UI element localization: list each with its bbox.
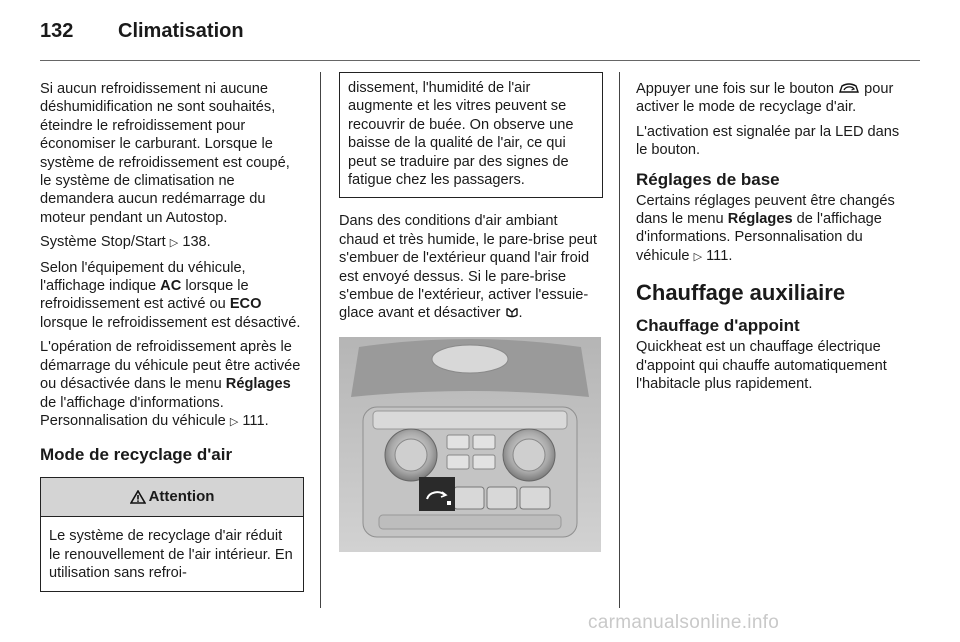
warning-triangle-icon <box>130 490 146 504</box>
text-run: de l'affichage d'informations. Personnalisation du véhicule <box>40 394 226 429</box>
triangle-right-icon: ▷ <box>229 415 239 428</box>
fan-icon <box>505 306 519 319</box>
text-run: . <box>518 305 523 322</box>
recirculation-button-highlight <box>419 477 455 511</box>
triangle-right-icon: ▷ <box>169 237 179 250</box>
eco-label: ECO <box>229 296 262 313</box>
menu-name: Réglages <box>225 376 291 393</box>
watermark: carmanualsonline.info <box>588 612 780 633</box>
attention-text: Le système de recyclage d'air réduit le renouvellement de l'air intérieur. En utilisation sans refroi- <box>49 528 293 582</box>
triangle-right-icon: ▷ <box>693 250 703 263</box>
ac-label: AC <box>160 278 182 295</box>
text-run: L'opération de refroidissement après le démarrage du véhicule peut être activée ou désactivée dans le menu <box>40 339 301 393</box>
paragraph-led: L'activation est signalée par la LED dans le bouton. <box>636 123 900 159</box>
column-3 <box>636 80 902 399</box>
text-run: lorsque le refroidissement est activé ou <box>40 278 249 313</box>
column-divider <box>320 72 321 608</box>
ref-page[interactable]: 111. <box>242 412 269 429</box>
text-run: pour activer le mode de recyclage d'air. <box>636 81 894 116</box>
page-title: Climatisation <box>118 20 244 42</box>
heading-quickheat: Chauffage d'appoint <box>636 316 800 336</box>
text-run: lorsque le refroidissement est désactivé. <box>40 314 301 331</box>
column-divider <box>619 72 620 608</box>
paragraph-windscreen-fog <box>339 212 601 322</box>
attention-header <box>41 478 303 517</box>
menu-name: Réglages <box>727 211 793 228</box>
paragraph-settings-menu <box>636 192 902 267</box>
column-2 <box>339 72 601 552</box>
heading-basic-settings: Réglages de base <box>636 169 780 189</box>
text-run: de l'affichage d'informations. Personnalisation du véhicule <box>636 211 882 264</box>
page-number: 132 <box>40 20 74 42</box>
ref-text: Système Stop/Start <box>40 234 166 251</box>
climate-control-panel-photo <box>339 337 601 552</box>
paragraph-quickheat: Quickheat est un chauffage électrique d'appoint qui chauffe automatiquement l'habitacle plus rapidement. <box>636 339 887 393</box>
paragraph-autostop: Si aucun refroidissement ni aucune déshumidification ne sont souhaités, éteindre le refroidissement pour économiser le carburant. Lorsque le système de refroidissement est coupé, le système de climatisation ne demandera aucun redémarrage du moteur pendant un Autostop. <box>40 81 290 226</box>
paragraph-cooling-menu <box>40 338 302 431</box>
air-recirculation-icon <box>838 81 860 95</box>
text-run: Selon l'équipement du véhicule, l'affichage indique <box>40 259 246 295</box>
column-1 <box>40 80 302 592</box>
attention-title: Attention <box>148 488 215 506</box>
attention-box <box>40 477 304 591</box>
ref-page[interactable]: 138. <box>182 234 211 251</box>
paragraph-display-ac-eco <box>40 259 302 333</box>
heading-recirculation-mode: Mode de recyclage d'air <box>40 445 233 465</box>
attention-box-continued <box>339 72 603 198</box>
attention-text-continued: dissement, l'humidité de l'air augmente et les vitres peuvent se recouvrir de buée. On observe une baisse de la qualité de l'air, ce qui peut se traduire par des signes de fatigue chez les passagers. <box>348 80 574 189</box>
text-run: Certains réglages peuvent être changés dans le menu <box>636 192 895 228</box>
text-run: Dans des conditions d'air ambiant chaud et très humide, le pare-brise peut s'embuer de l'extérieur quand l'air froid est envoyé dessus. Si le pare-brise s'embue de l'extérieur, activer l'essuie-glace avant et désactiver <box>339 213 597 322</box>
paragraph-recirculation-button <box>636 80 902 117</box>
text-run: Appuyer une fois sur le bouton <box>636 81 834 97</box>
heading-auxiliary-heating: Chauffage auxiliaire <box>636 280 846 306</box>
paragraph-stop-start-ref <box>40 233 302 252</box>
ref-page[interactable]: 111. <box>706 247 733 264</box>
header-rule <box>40 60 920 61</box>
